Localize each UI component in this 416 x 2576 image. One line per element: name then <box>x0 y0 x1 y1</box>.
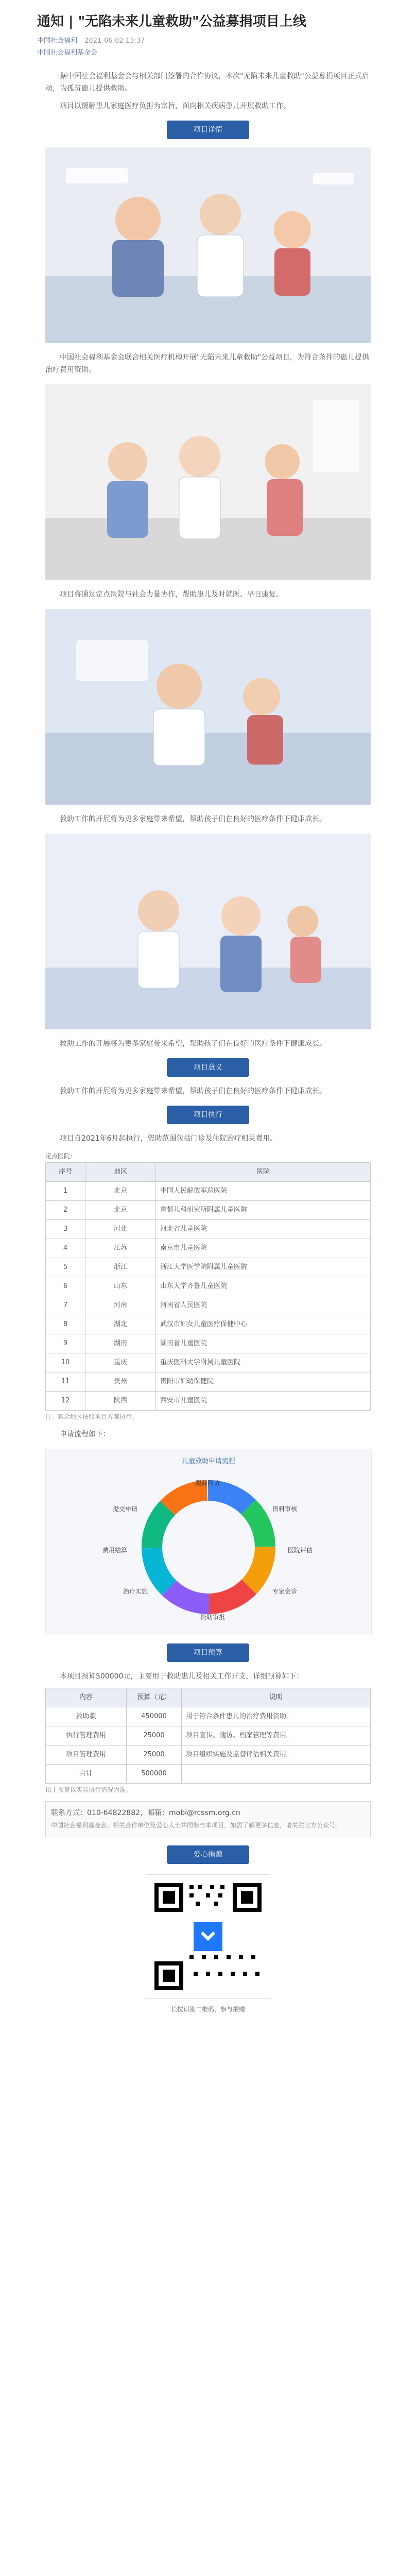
impact-paragraph: 救助工作的开展将为更多家庭带来希望，帮助孩子们在良好的医疗条件下健康成长。 <box>60 1040 326 1048</box>
table-cell: 500000 <box>127 1765 182 1784</box>
article-meta <box>37 35 379 57</box>
table-cell: 贵阳市妇幼保健院 <box>156 1372 371 1392</box>
table1-note: 注：其余地区按照项目方案执行。 <box>45 1413 138 1420</box>
process-step-label: 医院评估 <box>288 1547 313 1554</box>
table-row <box>46 1372 371 1392</box>
table-cell: 南京市儿童医院 <box>156 1239 371 1258</box>
section-button-donate: 爱心捐赠 <box>167 1845 249 1864</box>
photo-illustration <box>45 609 371 805</box>
photo-illustration <box>45 384 371 580</box>
table-row <box>46 1220 371 1239</box>
table-cell: 10 <box>46 1353 85 1372</box>
table-cell: 项目组织实施及监督评估相关费用。 <box>182 1745 371 1765</box>
table-header-notes: 说明 <box>182 1688 371 1707</box>
publish-date: 2021-06-02 13:37 <box>84 37 145 45</box>
table-row <box>46 1334 371 1353</box>
budget-table-header <box>46 1688 371 1707</box>
table-header-no: 序号 <box>46 1163 85 1182</box>
process-donut-title: 儿童救助申请流程 <box>181 1458 235 1465</box>
table-cell: 湖南省儿童医院 <box>156 1334 371 1353</box>
link-note: 中国社会福利基金会、相关合作单位及爱心人士共同参与本项目，如需了解更多信息，请关注官方公众号。 <box>51 1822 342 1829</box>
table-cell: 山东 <box>85 1277 156 1296</box>
table-cell: 1 <box>46 1182 85 1201</box>
table-cell: 合计 <box>46 1765 127 1784</box>
table-cell: 重庆医科大学附属儿童医院 <box>156 1353 371 1372</box>
table-cell: 江苏 <box>85 1239 156 1258</box>
photo-children-ward <box>45 384 371 580</box>
table-row <box>46 1239 371 1258</box>
photo-illustration <box>45 834 371 1029</box>
process-step-label: 提交申请 <box>113 1505 138 1513</box>
fee-intro: 本项目预算500000元，主要用于救助患儿及相关工作开支，详细预算如下： <box>60 1672 304 1681</box>
table-row <box>46 1353 371 1372</box>
table-cell: 用于符合条件患儿的治疗费用资助。 <box>182 1707 371 1726</box>
donation-qr-code[interactable] <box>146 1874 270 1999</box>
table-cell: 救助款 <box>46 1707 127 1726</box>
author-link[interactable]: 中国社会福利 <box>37 37 78 45</box>
table-cell <box>182 1765 371 1784</box>
execution-paragraph-2: 申请流程如下： <box>60 1430 110 1438</box>
table-cell: 重庆 <box>85 1353 156 1372</box>
photo-medical-exam <box>45 609 371 805</box>
table-cell: 450000 <box>127 1707 182 1726</box>
table-row <box>46 1277 371 1296</box>
table-cell: 执行管理费用 <box>46 1726 127 1745</box>
table-row <box>46 1707 371 1726</box>
table-cell: 项目宣传、随访、档案管理等费用。 <box>182 1726 371 1745</box>
process-step-label: 跟踪回访 <box>195 1480 220 1487</box>
section-button-execution: 项目执行 <box>167 1106 249 1124</box>
details-paragraph-1: 中国社会福利基金会联合相关医疗机构开展"无陷未来儿童救助"公益项目，为符合条件的患儿提供治疗费用资助。 <box>45 353 369 374</box>
process-donut-card <box>45 1449 372 1635</box>
table-cell: 河南 <box>85 1296 156 1315</box>
table-row <box>46 1745 371 1765</box>
budget-table <box>45 1688 371 1784</box>
process-step-label: 资助审批 <box>200 1614 226 1621</box>
process-step-label: 治疗实施 <box>123 1588 148 1595</box>
table-cell: 西安市儿童医院 <box>156 1392 371 1411</box>
table-cell: 25000 <box>127 1726 182 1745</box>
table-cell: 河北省儿童医院 <box>156 1220 371 1239</box>
contact-text: 联系方式：010-64822882，邮箱：mobi@rcssm.org.cn <box>51 1809 240 1817</box>
table-cell: 陕西 <box>85 1392 156 1411</box>
table-cell: 8 <box>46 1315 85 1334</box>
article-header <box>0 0 416 61</box>
table-cell: 湖南 <box>85 1334 156 1353</box>
process-step-label: 费用结算 <box>102 1547 128 1554</box>
qr-icon <box>146 1875 270 1998</box>
donation-qr-wrap <box>141 1874 275 2015</box>
impact-paragraph-2: 救助工作的开展将为更多家庭带来希望，帮助孩子们在良好的医疗条件下健康成长。 <box>60 1087 326 1095</box>
table-header-hospital: 医院 <box>156 1163 371 1182</box>
table-cell: 4 <box>46 1239 85 1258</box>
table-cell: 3 <box>46 1220 85 1239</box>
section-button-fee: 项目预算 <box>167 1643 249 1662</box>
intro-paragraph-1: 据中国社会福利基金会与相关部门签署的合作协议，本次"无陷未来儿童救助"公益募捐项目正式启动，为孤贫患儿提供救助。 <box>45 72 369 93</box>
hospital-table-header <box>46 1163 371 1182</box>
section-button-project-details: 项目详情 <box>167 121 249 139</box>
table-cell: 河北 <box>85 1220 156 1239</box>
photo-doctor-child <box>45 834 371 1029</box>
process-step-label: 资料审核 <box>272 1505 298 1513</box>
table-cell: 北京 <box>85 1201 156 1220</box>
table-cell: 25000 <box>127 1745 182 1765</box>
qr-caption: 长按识别二维码，参与捐赠 <box>170 2006 245 2013</box>
table-cell: 山东大学齐鲁儿童医院 <box>156 1277 371 1296</box>
table-cell: 5 <box>46 1258 85 1277</box>
table-cell: 北京 <box>85 1182 156 1201</box>
details-paragraph-3: 救助工作的开展将为更多家庭带来希望，帮助孩子们在良好的医疗条件下健康成长。 <box>60 815 326 823</box>
table-cell: 9 <box>46 1334 85 1353</box>
publisher-name[interactable]: 中国社会福利基金会 <box>37 49 98 57</box>
table-row <box>46 1315 371 1334</box>
table-cell: 11 <box>46 1372 85 1392</box>
table-cell: 2 <box>46 1201 85 1220</box>
process-step-label: 专家会诊 <box>272 1588 298 1595</box>
section-button-impact: 项目意义 <box>167 1058 249 1077</box>
table-cell: 项目管理费用 <box>46 1745 127 1765</box>
photo-illustration <box>45 147 371 343</box>
table-cell: 贵州 <box>85 1372 156 1392</box>
contact-box <box>45 1801 371 1837</box>
table-cell: 河南省人民医院 <box>156 1296 371 1315</box>
photo-hospital-visit <box>45 147 371 343</box>
table-cell: 浙江大学医学院附属儿童医院 <box>156 1258 371 1277</box>
table-row <box>46 1392 371 1411</box>
execution-paragraph-1: 项目自2021年6月起执行，资助范围包括门诊及住院治疗相关费用。 <box>60 1134 278 1143</box>
hospital-table <box>45 1162 371 1411</box>
table-cell: 浙江 <box>85 1258 156 1277</box>
table-row <box>46 1258 371 1277</box>
table-cell: 12 <box>46 1392 85 1411</box>
table-row <box>46 1182 371 1201</box>
table-row <box>46 1765 371 1784</box>
table-cell: 7 <box>46 1296 85 1315</box>
table-header-content: 内容 <box>46 1688 127 1707</box>
table-row <box>46 1726 371 1745</box>
hospital-list-title: 定点医院： <box>45 1153 77 1160</box>
article-body <box>0 61 416 2036</box>
table-cell: 湖北 <box>85 1315 156 1334</box>
table-header-budget: 预算（元） <box>127 1688 182 1707</box>
fee-note: 以上预算以实际执行情况为准。 <box>45 1786 132 1793</box>
table-cell: 首都儿科研究所附属儿童医院 <box>156 1201 371 1220</box>
article-title: 通知 | "无陷未来儿童救助"公益募捐项目上线 <box>37 14 306 29</box>
table-row <box>46 1296 371 1315</box>
table-cell: 6 <box>46 1277 85 1296</box>
table-cell: 中国人民解放军总医院 <box>156 1182 371 1201</box>
table-row <box>46 1201 371 1220</box>
table-cell: 武汉市妇女儿童医疗保健中心 <box>156 1315 371 1334</box>
details-paragraph-2: 项目将通过定点医院与社会力量协作，帮助患儿及时就医、早日康复。 <box>60 590 283 599</box>
table-header-region: 地区 <box>85 1163 156 1182</box>
intro-paragraph-2: 项目以缓解患儿家庭医疗负担为宗旨，面向相关疾病患儿开展救助工作。 <box>60 102 290 110</box>
process-donut <box>46 1449 371 1635</box>
